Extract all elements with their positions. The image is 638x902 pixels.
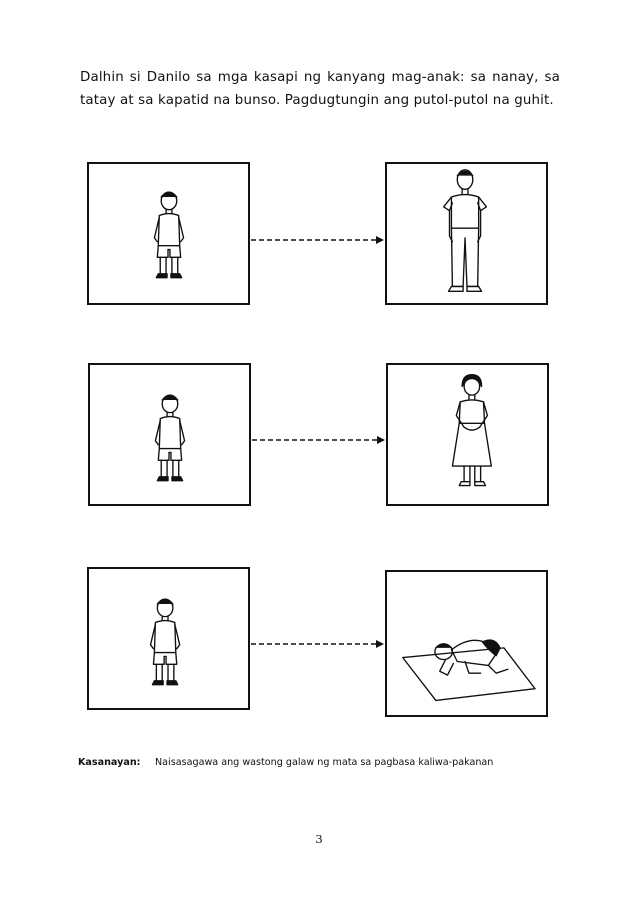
father-picture-box [385, 162, 548, 305]
dashed-arrow-3[interactable] [251, 634, 385, 644]
dashed-arrow-line [251, 235, 385, 245]
dashed-arrow-line [252, 435, 386, 445]
dashed-arrow-1[interactable] [251, 230, 385, 240]
boy-picture-box-1 [87, 162, 250, 305]
boy-picture-box-2 [88, 363, 251, 506]
mother-figure [388, 365, 547, 504]
skill-text: Naisasagawa ang wastong galaw ng mata sa pagbasa kaliwa-pakanan [155, 757, 494, 768]
baby-picture-box [385, 570, 548, 717]
mother-picture-box [386, 363, 549, 506]
dashed-arrow-2[interactable] [252, 430, 386, 440]
boy-picture-box-3 [87, 567, 250, 710]
boy-figure [89, 164, 248, 303]
page-number: 3 [315, 832, 323, 846]
instruction-text: Dalhin si Danilo sa mga kasapi ng kanyang mag-anak: sa nanay, sa tatay at sa kapatid na bunso. Pagdugtungin ang putol-putol na guhit. [80, 70, 560, 108]
baby-crawling-figure [387, 572, 546, 715]
boy-figure [90, 365, 249, 504]
dashed-arrow-line [251, 639, 385, 649]
father-figure [387, 164, 546, 303]
boy-figure [89, 569, 248, 708]
skill-label: Kasanayan: [78, 757, 141, 768]
